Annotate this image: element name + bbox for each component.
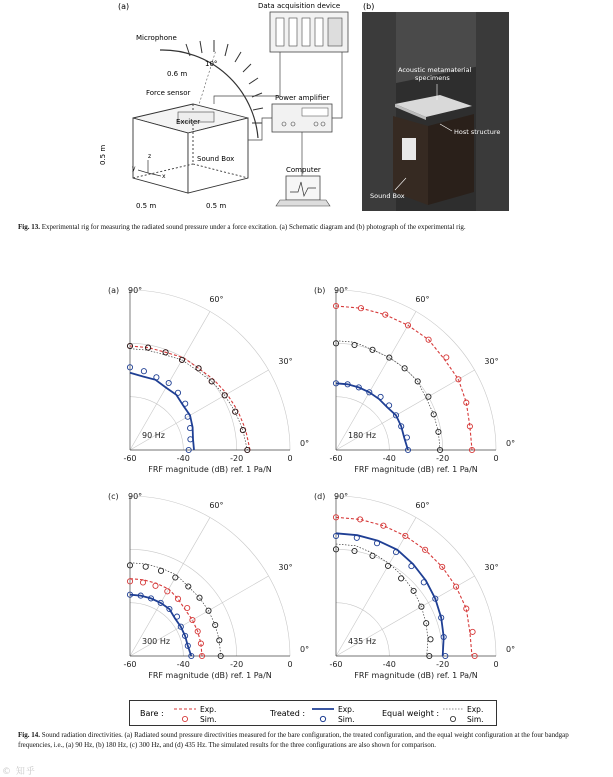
photo	[362, 12, 509, 211]
radial-tick-label: -40	[382, 660, 396, 669]
angle-label-0: 0°	[300, 439, 310, 448]
legend-equal: Equal weight :	[382, 709, 440, 718]
angle-label-90: 90°	[128, 286, 143, 295]
photo-spec-label-1: Acoustic metamaterial	[398, 66, 472, 74]
series-bare-exp	[336, 306, 472, 450]
point-treated-sim	[421, 580, 426, 585]
point-bare-sim	[444, 355, 449, 360]
panel-label: (c)	[108, 492, 119, 501]
power-amp-label: Power amplifier	[275, 94, 330, 102]
dim-height: 0.5 m	[99, 144, 107, 165]
point-equal-sim	[158, 568, 163, 573]
grid-spoke	[336, 311, 416, 450]
fig13-caption-label: Fig. 13.	[18, 223, 40, 231]
sound-box-label: Sound Box	[197, 155, 235, 163]
polar-chart-c	[106, 490, 310, 680]
figure-13	[0, 0, 613, 216]
panel-label: (a)	[108, 286, 120, 295]
panel-label: (d)	[314, 492, 326, 501]
point-equal-sim	[399, 576, 404, 581]
point-equal-sim	[186, 584, 191, 589]
grid-arc	[336, 496, 499, 656]
radial-tick-label: -60	[329, 660, 343, 669]
photo-spec-label-2: specimens	[415, 74, 450, 82]
radial-tick-label: 0	[493, 660, 499, 669]
radial-tick-label: -60	[123, 660, 137, 669]
point-bare-sim	[153, 583, 158, 588]
point-equal-sim	[197, 595, 202, 600]
angle-label-0: 0°	[300, 645, 310, 654]
radial-tick-label: 0	[287, 660, 293, 669]
legend-svg	[130, 701, 496, 725]
fig13-caption	[18, 223, 598, 233]
fig13-caption-text: Experimental rig for measuring the radiated sound pressure under a force excitation. (a) Schematic diagram and (b) photograph of the experimental rig.	[41, 223, 466, 231]
grid-arc	[336, 290, 499, 450]
point-equal-sim	[411, 588, 416, 593]
radial-tick-label: 0	[287, 454, 293, 463]
point-treated-sim	[183, 401, 188, 406]
grid-arc	[130, 496, 293, 656]
point-treated-sim	[409, 564, 414, 569]
point-equal-sim	[428, 637, 433, 642]
power-amplifier	[272, 104, 332, 132]
angle-label-30: 30°	[278, 357, 293, 366]
radial-tick-label: -60	[329, 454, 343, 463]
radial-tick-label: -40	[382, 454, 396, 463]
point-equal-sim	[233, 409, 238, 414]
polar-panel-b	[312, 284, 516, 474]
fig13-a-label: (a)	[118, 2, 130, 11]
point-treated-sim	[174, 614, 179, 619]
angle-label-90: 90°	[128, 492, 143, 501]
legend-treated: Treated :	[270, 709, 306, 718]
legend-treated-sim: Sim.	[338, 715, 355, 724]
frequency-label: 90 Hz	[142, 431, 165, 440]
polar-panel-d	[312, 490, 516, 680]
radial-tick-label: -20	[230, 454, 244, 463]
angle-label-90: 90°	[334, 286, 349, 295]
legend-equal-exp: Exp.	[467, 705, 484, 714]
point-treated-sim	[378, 394, 383, 399]
point-equal-sim	[143, 564, 148, 569]
legend-bare-sim: Sim.	[200, 715, 217, 724]
fig13-b-label: (b)	[363, 2, 375, 11]
daq-device	[270, 12, 348, 52]
point-treated-sim	[141, 369, 146, 374]
polar-panel-a	[106, 284, 310, 474]
photo-box-label: Sound Box	[370, 192, 405, 200]
fig14-legend	[129, 700, 497, 726]
point-bare-sim	[140, 580, 145, 585]
x-axis-label: FRF magnitude (dB) ref. 1 Pa/N	[148, 671, 272, 680]
radial-tick-label: -40	[176, 454, 190, 463]
x-axis-label: FRF magnitude (dB) ref. 1 Pa/N	[354, 465, 478, 474]
legend-equal-sim: Sim.	[467, 715, 484, 724]
frequency-label: 180 Hz	[348, 431, 377, 440]
fig14-caption-text: Sound radiation directivities. (a) Radiated sound pressure directivities measured for the bare configuration, the treated configuration, and the equal weight configuration at the four bandgap frequencies, i.e., (a) 90 Hz, (b) 180 Hz, (c) 300 Hz, and (d) 435 Hz. The simulated results for the three configurations are also shown for comparison.	[18, 731, 569, 749]
axis-x: x	[162, 173, 166, 180]
distance-label: 0.6 m	[167, 70, 188, 78]
legend-treated-sim-marker	[320, 716, 325, 721]
angle-label-30: 30°	[278, 563, 293, 572]
panel-label: (b)	[314, 286, 326, 295]
axis-y: y	[132, 165, 136, 172]
radial-tick-label: 0	[493, 454, 499, 463]
grid-spoke	[130, 517, 210, 656]
legend-treated-exp: Exp.	[338, 705, 355, 714]
point-bare-sim	[470, 629, 475, 634]
point-bare-sim	[185, 605, 190, 610]
angle-label: 10°	[205, 60, 218, 68]
polar-chart-b	[312, 284, 516, 474]
grid-arc	[336, 397, 389, 450]
grid-arc	[130, 397, 183, 450]
radial-tick-label: -20	[436, 454, 450, 463]
point-equal-sim	[240, 428, 245, 433]
x-axis-label: FRF magnitude (dB) ref. 1 Pa/N	[148, 465, 272, 474]
point-treated-sim	[175, 390, 180, 395]
angle-label-60: 60°	[209, 295, 224, 305]
angle-label-0: 0°	[506, 439, 516, 448]
fig14-caption-label: Fig. 14.	[18, 731, 40, 739]
frequency-label: 435 Hz	[348, 637, 377, 646]
photo-host-label: Host structure	[454, 128, 501, 136]
angle-label-90: 90°	[334, 492, 349, 501]
computer	[276, 176, 330, 206]
frequency-label: 300 Hz	[142, 637, 171, 646]
series-treated-exp	[130, 595, 191, 656]
point-treated-sim	[154, 375, 159, 380]
dim-width-1: 0.5 m	[136, 202, 157, 210]
polar-chart-d	[312, 490, 516, 680]
angle-label-60: 60°	[415, 501, 430, 511]
daq-label: Data acquisition device	[258, 2, 341, 10]
dim-width-2: 0.5 m	[206, 202, 227, 210]
angle-label-0: 0°	[506, 645, 516, 654]
grid-arc	[130, 603, 183, 656]
watermark: © 知乎	[2, 767, 36, 777]
polar-panel-c	[106, 490, 310, 680]
axis-z: z	[148, 153, 152, 160]
angle-label-30: 30°	[484, 563, 499, 572]
point-treated-sim	[374, 541, 379, 546]
exciter-label: Exciter	[176, 118, 201, 126]
point-equal-sim	[431, 412, 436, 417]
radial-tick-label: -20	[436, 660, 450, 669]
x-axis-label: FRF magnitude (dB) ref. 1 Pa/N	[354, 671, 478, 680]
point-treated-sim	[387, 403, 392, 408]
grid-arc	[130, 290, 293, 450]
radial-tick-label: -20	[230, 660, 244, 669]
point-bare-sim	[175, 596, 180, 601]
legend-bare-sim-marker	[182, 716, 187, 721]
fig14-caption	[18, 731, 598, 750]
polar-chart-a	[106, 284, 310, 474]
legend-bare-exp: Exp.	[200, 705, 217, 714]
computer-label: Computer	[286, 166, 321, 174]
legend-equal-sim-marker	[450, 716, 455, 721]
grid-arc	[336, 603, 389, 656]
angle-label-60: 60°	[415, 295, 430, 305]
fig13-svg	[0, 0, 613, 216]
angle-label-60: 60°	[209, 501, 224, 511]
angle-label-30: 30°	[484, 357, 499, 366]
microphone-label: Microphone	[136, 34, 177, 42]
radial-tick-label: -40	[176, 660, 190, 669]
force-sensor-label: Force sensor	[146, 89, 191, 97]
legend-bare: Bare :	[140, 709, 164, 718]
radial-tick-label: -60	[123, 454, 137, 463]
